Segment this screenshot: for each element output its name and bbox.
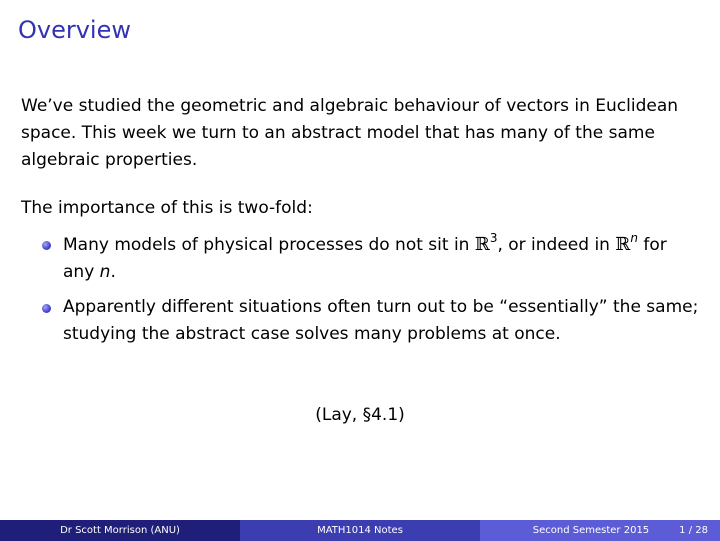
list-item <box>21 294 701 348</box>
page-number: 1 / 28 <box>679 525 708 536</box>
bullet-text-part: , or indeed in <box>497 235 616 255</box>
intro-paragraph: We’ve studied the geometric and algebraic behaviour of vectors in Euclidean space. This week we turn to an abstract model that has many of the same algebraic properties. <box>21 96 679 170</box>
bullet-text-part: for any <box>63 235 667 282</box>
slide-title: Overview <box>18 16 131 44</box>
real-numbers-symbol: ℝ <box>474 234 490 255</box>
list-item <box>21 231 701 286</box>
superscript: n <box>630 231 638 245</box>
bullet-text-part: Many models of physical processes do not sit in <box>63 235 475 255</box>
superscript: 3 <box>489 231 498 245</box>
real-numbers-symbol: ℝ <box>615 234 631 255</box>
ball-bullet-icon <box>42 241 51 250</box>
footer-bar <box>0 520 720 541</box>
bullet-text-part: . <box>110 262 116 282</box>
footer-author-text: Dr Scott Morrison (ANU) <box>60 525 180 536</box>
ball-bullet-icon <box>42 304 51 313</box>
footer-course <box>240 520 480 541</box>
footer-semester-text: Second Semester 2015 <box>532 525 650 536</box>
footer-course-text: MATH1014 Notes <box>317 525 403 536</box>
bullet-text: Apparently different situations often turn out to be “essentially” the same; studying the abstract case solves many problems at once. <box>63 297 699 344</box>
importance-paragraph: The importance of this is two-fold: <box>21 198 313 218</box>
variable: n <box>99 262 111 282</box>
footer-info <box>480 520 720 541</box>
bullet-list <box>21 231 701 356</box>
footer-author <box>0 520 240 541</box>
reference-citation: (Lay, §4.1) <box>315 405 405 425</box>
